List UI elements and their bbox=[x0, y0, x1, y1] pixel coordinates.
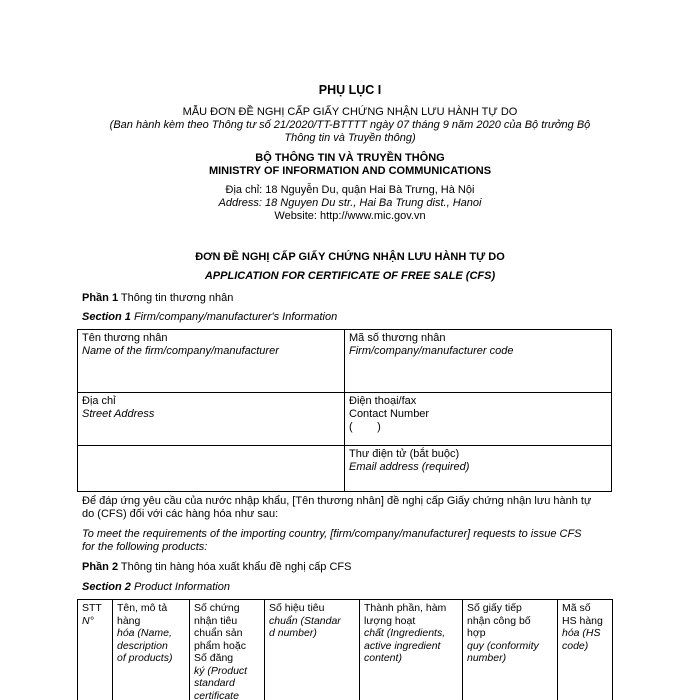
part1-label: Phần 1 bbox=[82, 292, 119, 304]
col-cert-line: Số đăng bbox=[194, 652, 234, 664]
col-conformity bbox=[463, 600, 558, 700]
firm-name-label-en: Name of the firm/company/manufacturer bbox=[82, 345, 279, 357]
col-hs-line: HS hàng bbox=[562, 614, 603, 627]
part1-text: Thông tin thương nhân bbox=[118, 292, 234, 304]
firm-code-label-en: Firm/company/manufacturer code bbox=[349, 345, 514, 357]
col-stt-line2: N° bbox=[82, 614, 94, 627]
issued-by-line1: (Ban hành kèm theo Thông tư số 21/2020/TT-BTTTT ngày 07 tháng 9 năm 2020 của Bộ trưởng Bộ bbox=[109, 119, 591, 131]
col-cert-line: nhận tiêu bbox=[194, 614, 238, 627]
col-cert-line: ký (Product bbox=[194, 664, 248, 677]
col-name bbox=[113, 600, 190, 700]
col-stt bbox=[78, 600, 113, 700]
section1-text: Firm/company/manufacturer's Information bbox=[130, 311, 338, 323]
col-hs-line: Mã số bbox=[562, 602, 591, 614]
col-hs-code bbox=[558, 600, 613, 700]
application-title-en: APPLICATION FOR CERTIFICATE OF FREE SALE (CFS) bbox=[204, 270, 496, 282]
col-standard-number bbox=[265, 600, 360, 700]
address-label-en: Street Address bbox=[82, 408, 155, 420]
col-cert-line: chuẩn sản bbox=[194, 627, 243, 639]
col-name-line: Tên, mô tả bbox=[117, 602, 168, 614]
form-title: MẪU ĐƠN ĐỀ NGHỊ CẤP GIẤY CHỨNG NHẬN LƯU HÀNH TỰ DO bbox=[182, 106, 518, 118]
address-vi: Địa chỉ: 18 Nguyễn Du, quận Hai Bà Trưng, Hà Nội bbox=[225, 184, 475, 196]
col-ingr-line: chất (Ingredients, bbox=[364, 627, 446, 639]
issued-by-line2: Thông tin và Truyền thông) bbox=[284, 132, 416, 144]
ministry-en: MINISTRY OF INFORMATION AND COMMUNICATIONS bbox=[208, 165, 492, 177]
col-stdnum-line: chuẩn (Standar bbox=[269, 614, 341, 627]
email-label-en: Email address (required) bbox=[349, 461, 470, 473]
col-ingredients bbox=[360, 600, 463, 700]
col-ingr-line: Thành phần, hàm bbox=[364, 602, 447, 614]
col-hs-line: hóa (HS bbox=[562, 627, 601, 639]
phone-parens: ( ) bbox=[349, 421, 381, 433]
request-en-line2: for the following products: bbox=[82, 541, 208, 553]
col-name-line: description bbox=[117, 639, 168, 652]
col-conf-line: hợp bbox=[467, 627, 486, 639]
col-name-line: hóa (Name, bbox=[117, 627, 172, 639]
phone-label-en: Contact Number bbox=[349, 408, 430, 420]
appendix-title: PHỤ LỤC I bbox=[318, 83, 382, 97]
col-conf-line: Số giấy tiếp bbox=[467, 602, 522, 614]
request-vi-line1: Để đáp ứng yêu cầu của nước nhập khẩu, [Tên thương nhân] đề nghị cấp Giấy chứng nhận lưu hành tự bbox=[82, 495, 592, 507]
col-ingr-line: active ingredient bbox=[364, 639, 441, 652]
email-label-vi: Thư điện tử (bắt buộc) bbox=[349, 448, 460, 460]
section2-label: Section 2 bbox=[82, 581, 131, 593]
col-ingr-line: content) bbox=[364, 652, 402, 664]
col-cert-line: standard bbox=[194, 677, 235, 689]
phone-label-vi: Điện thoại/fax bbox=[349, 395, 417, 407]
firm-name-label-vi: Tên thương nhân bbox=[82, 332, 168, 344]
ministry-vi: BỘ THÔNG TIN VÀ TRUYỀN THÔNG bbox=[255, 152, 445, 164]
product-table bbox=[77, 599, 613, 700]
website: Website: http://www.mic.gov.vn bbox=[274, 210, 426, 222]
request-en-line1: To meet the requirements of the importing country, [firm/company/manufacturer] requests to issue CFS bbox=[82, 528, 582, 540]
section1-label: Section 1 bbox=[82, 311, 131, 323]
col-ingr-line: lượng hoạt bbox=[364, 614, 416, 627]
application-title-vi: ĐƠN ĐỀ NGHỊ CẤP GIẤY CHỨNG NHẬN LƯU HÀNH TỰ DO bbox=[195, 251, 505, 263]
col-conf-line: number) bbox=[467, 652, 507, 664]
address-en: Address: 18 Nguyen Du str., Hai Ba Trung dist., Hanoi bbox=[218, 197, 482, 209]
col-cert-line: phẩm hoặc bbox=[194, 639, 246, 652]
col-conf-line: quy (conformity bbox=[467, 639, 539, 652]
col-name-line: hàng bbox=[117, 614, 141, 627]
col-hs-line: code) bbox=[562, 639, 589, 652]
part2-text: Thông tin hàng hóa xuất khẩu đề nghị cấp CFS bbox=[118, 561, 352, 573]
col-standard-cert bbox=[190, 600, 265, 700]
col-stdnum-line: Số hiệu tiêu bbox=[269, 602, 325, 614]
section2-text: Product Information bbox=[130, 581, 230, 593]
part2-label: Phần 2 bbox=[82, 561, 119, 573]
col-stdnum-line: d number) bbox=[269, 627, 317, 639]
col-conf-line: nhận công bố bbox=[467, 614, 531, 627]
address-label-vi: Địa chỉ bbox=[82, 395, 116, 407]
firm-code-label-vi: Mã số thương nhân bbox=[349, 332, 446, 344]
request-vi-line2: do (CFS) đối với các hàng hóa như sau: bbox=[82, 508, 279, 520]
col-cert-line: certificate bbox=[194, 689, 239, 700]
col-cert-line: Số chứng bbox=[194, 602, 240, 614]
col-name-line: of products) bbox=[117, 652, 173, 664]
col-stt-line1: STT bbox=[82, 602, 102, 614]
